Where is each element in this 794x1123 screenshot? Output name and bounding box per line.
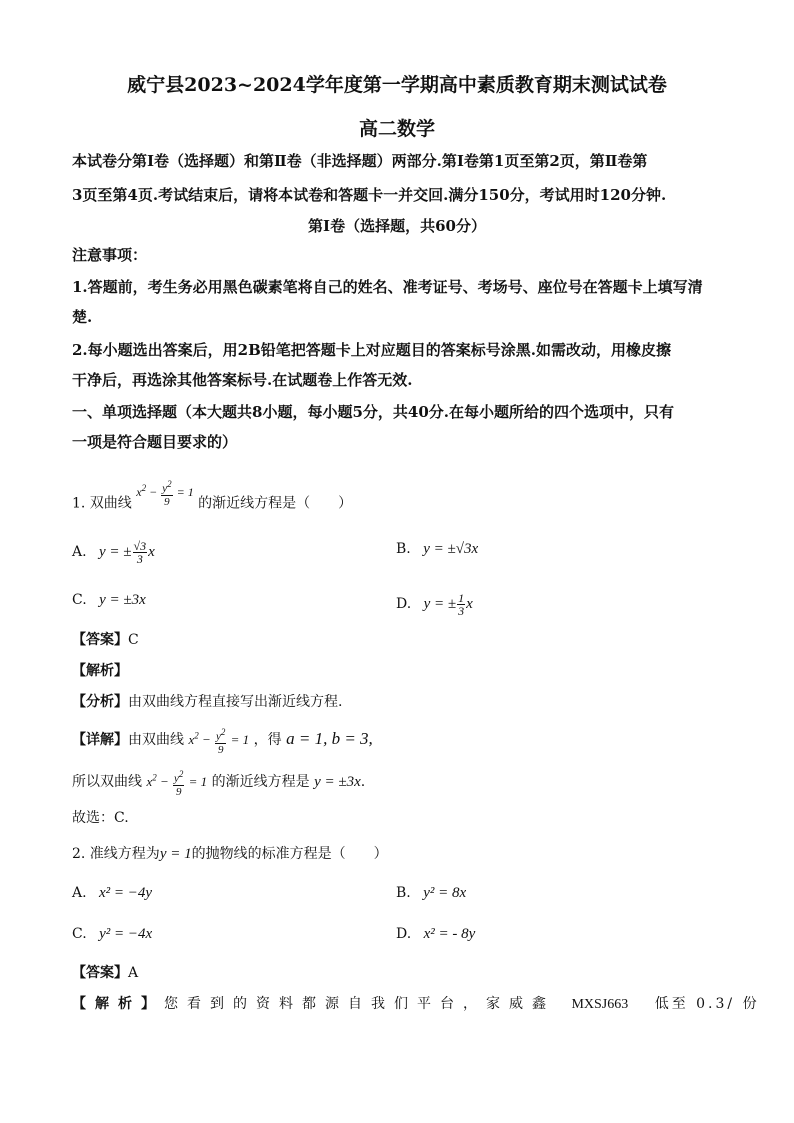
q1-conclusion-equation: $x^2$ − $\frac{y^2}{9}$ = 1	[146, 769, 208, 798]
q1-option-c: C. y = ±3x	[72, 592, 146, 608]
q2-option-b: B. y² = 8x	[396, 885, 467, 901]
q2-option-c: C. y² = −4x	[72, 926, 153, 942]
q1-option-b-formula: y = ±√3x	[423, 541, 479, 557]
q2-answer: 【答案】A	[72, 965, 139, 981]
intro-line-2: 3页至第4页.考试结束后，请将本试卷和答题卡一并交回.满分150分，考试用时120分钟.	[72, 186, 667, 204]
part1-title: 第Ⅰ卷（选择题，共60分）	[308, 217, 486, 235]
q1-xiangjie: 【详解】由双曲线 $x^2$ − $\frac{y^2}{9}$ = 1 ，得 a = 1, b = 3,	[72, 727, 373, 756]
q1-final: 故选：C.	[72, 810, 129, 826]
q1-option-c-formula: y = ±3x	[99, 592, 146, 608]
q1-answer-value: C	[128, 632, 139, 648]
q1-option-d: D. y = ± $\frac{1}{3}$ x	[396, 591, 473, 618]
q2-option-d: D. x² = - 8y	[396, 926, 476, 942]
q1-fenxi: 【分析】由双曲线方程直接写出渐近线方程.	[72, 694, 343, 710]
note-2-line-1: 2.每小题选出答案后，用2B铅笔把答题卡上对应题目的答案标号涂黑.如需改动，用橡皮擦	[72, 341, 672, 359]
section-1-line-2: 一项是符合题目要求的）	[72, 433, 238, 451]
note-1-line-2: 楚.	[72, 308, 93, 326]
answer-tag: 【答案】	[72, 632, 128, 648]
q1-stem	[72, 479, 353, 520]
q2-answer-value: A	[128, 965, 139, 981]
q2-option-a: A. x² = −4y	[72, 885, 153, 901]
q1-hyperbola-equation: $x^2$ − $\frac{y^2}{9}$ = 1	[136, 479, 194, 508]
q1-option-d-formula: y = ± $\frac{1}{3}$ x	[423, 591, 473, 618]
q1-option-a: A. y = ± $\frac{√3}{3}$ x	[72, 539, 155, 566]
q1-prefix: 1. 双曲线	[72, 495, 132, 512]
q1-xiangjie-equation: $x^2$ − $\frac{y^2}{9}$ = 1	[188, 727, 250, 756]
q2-analysis-line: 【解析】您看到的资料都源自我们平台，家威鑫 MXSJ663 低至 0.3/ 份	[72, 996, 760, 1012]
q1-answer	[72, 629, 139, 649]
page-subtitle: 高二数学	[358, 118, 435, 140]
q1-option-b: B. y = ±√3x	[396, 541, 479, 557]
page-title: 威宁县2023~2024学年度第一学期高中素质教育期末测试试卷	[127, 74, 667, 96]
note-1-line-1: 1.答题前，考生务必用黑色碳素笔将自己的姓名、准考证号、考场号、座位号在答题卡上填写清	[72, 278, 703, 296]
q2-analysis-text: 您看到的资料都源自我们平台，家威鑫	[164, 996, 555, 1012]
q2-code: MXSJ663	[571, 997, 629, 1012]
intro-line-1: 本试卷分第Ⅰ卷（选择题）和第Ⅱ卷（非选择题）两部分.第Ⅰ卷第1页至第2页，第Ⅱ卷第	[72, 152, 648, 170]
q1-xiangjie-result: a = 1, b = 3,	[286, 728, 373, 748]
notes-heading: 注意事项：	[72, 246, 148, 264]
q1-conclusion-line: 所以双曲线 $x^2$ − $\frac{y^2}{9}$ = 1 的渐近线方程是 y = ±3x.	[72, 769, 366, 798]
q1-option-a-formula: y = ± $\frac{√3}{3}$ x	[99, 539, 155, 566]
q2-stem: 2. 准线方程为y = 1的抛物线的标准方程是（ ）	[72, 846, 388, 862]
q1-suffix: 的渐近线方程是（ ）	[198, 495, 353, 512]
q2-tail: 低至 0.3/ 份	[654, 996, 760, 1012]
note-2-line-2: 干净后，再选涂其他答案标号.在试题卷上作答无效.	[72, 371, 413, 389]
q2-condition: y = 1	[159, 846, 192, 862]
section-1-line-1: 一、单项选择题（本大题共8小题，每小题5分，共40分.在每小题所给的四个选项中，只有	[72, 403, 674, 421]
q1-analysis-tag: 【解析】	[72, 663, 128, 679]
